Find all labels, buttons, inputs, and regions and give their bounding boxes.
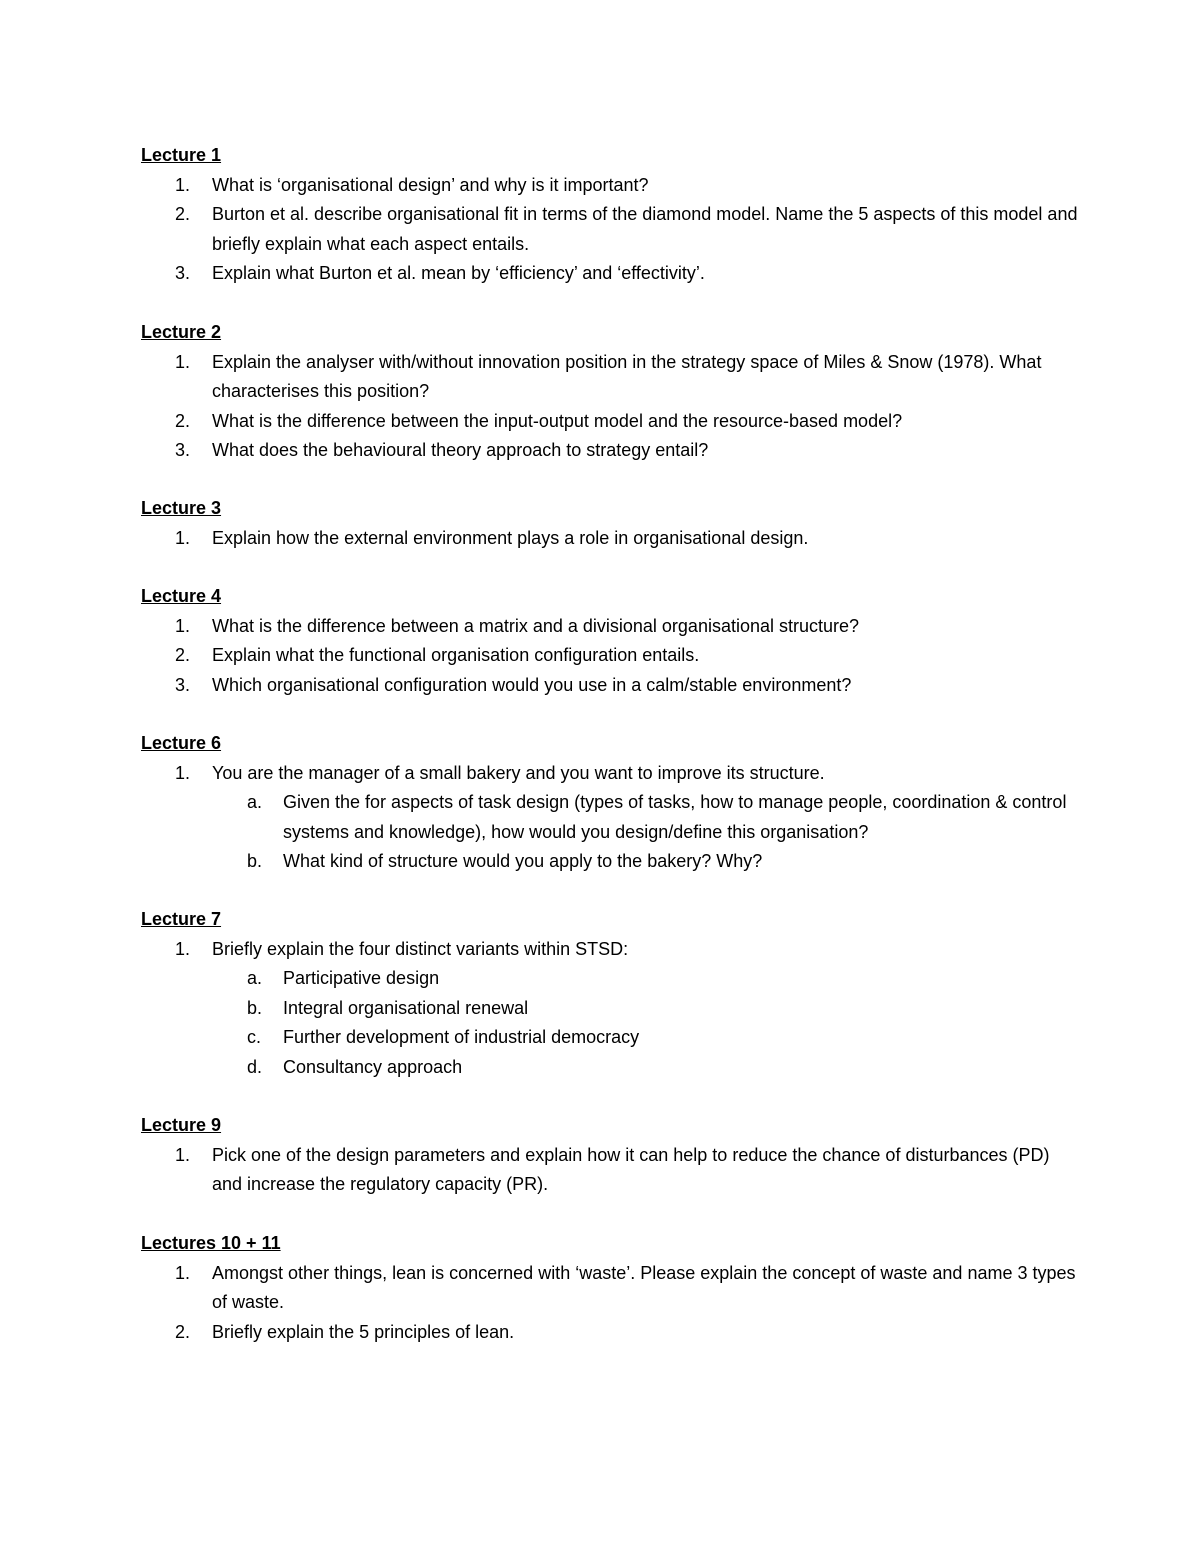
section-lecture-9 — [141, 1111, 1081, 1200]
question-number: 1. — [175, 527, 191, 548]
question-item — [141, 348, 1081, 407]
sub-question-text: What kind of structure would you apply to the bakery? Why? — [283, 851, 763, 871]
question-item — [141, 1141, 1081, 1200]
question-number: 2. — [175, 1321, 191, 1342]
question-item — [141, 612, 1081, 642]
question-number: 2. — [175, 410, 191, 431]
sub-question-item — [141, 1023, 1081, 1053]
question-number: 2. — [175, 645, 191, 665]
sub-question-item — [141, 1053, 1081, 1083]
question-number: 1. — [175, 1262, 191, 1283]
question-text: Explain how the external environment plays a role in organisational design. — [212, 527, 809, 548]
question-text: What is ‘organisational design’ and why is it important? — [212, 174, 649, 195]
question-item — [141, 671, 1081, 701]
question-number: 1. — [175, 762, 191, 783]
section-lectures-10-11 — [141, 1229, 1081, 1347]
question-text: Which organisational configuration would you use in a calm/stable environment? — [212, 674, 852, 695]
section-heading: Lecture 7 — [141, 909, 222, 929]
question-item — [141, 171, 1081, 201]
sub-question-text: Participative design — [283, 968, 440, 988]
sub-question-letter: a. — [247, 792, 263, 812]
question-number: 1. — [175, 1144, 191, 1165]
question-text: Explain what the functional organisation configuration entails. — [212, 645, 700, 665]
question-text: Briefly explain the four distinct variants within STSD: — [212, 938, 629, 959]
question-text: Pick one of the design parameters and explain how it can help to reduce the chance of disturbances (PD) and increase the regulatory capacity (PR). — [212, 1144, 1050, 1194]
section-lecture-2 — [141, 318, 1081, 466]
question-text: Briefly explain the 5 principles of lean. — [212, 1321, 515, 1342]
section-heading: Lecture 6 — [141, 733, 222, 753]
question-number: 1. — [175, 938, 191, 959]
section-heading: Lecture 4 — [141, 586, 222, 606]
section-heading: Lecture 9 — [141, 1115, 222, 1135]
question-number: 2. — [175, 204, 191, 224]
section-heading: Lecture 2 — [141, 322, 222, 342]
question-text: Amongst other things, lean is concerned with ‘waste’. Please explain the concept of waste and name 3 types of waste. — [212, 1262, 1076, 1312]
question-number: 3. — [175, 440, 191, 460]
sub-question-text: Consultancy approach — [283, 1056, 463, 1077]
section-lecture-1 — [141, 141, 1081, 289]
sub-question-letter: a. — [247, 968, 263, 988]
sub-question-item — [141, 847, 1081, 877]
sub-question-letter: b. — [247, 997, 263, 1018]
section-heading: Lectures 10 + 11 — [141, 1233, 281, 1253]
sub-question-item — [141, 994, 1081, 1024]
sub-question-item — [141, 788, 1081, 847]
section-heading: Lecture 3 — [141, 498, 222, 518]
question-item — [141, 1318, 1081, 1348]
question-item — [141, 407, 1081, 437]
sub-question-letter: d. — [247, 1056, 263, 1077]
question-item — [141, 200, 1081, 259]
question-number: 1. — [175, 615, 191, 636]
question-item — [141, 759, 1081, 789]
section-heading: Lecture 1 — [141, 145, 222, 165]
question-number: 1. — [175, 174, 191, 195]
question-number: 3. — [175, 674, 191, 695]
sub-question-item — [141, 964, 1081, 994]
question-item — [141, 641, 1081, 671]
question-text: Explain what Burton et al. mean by ‘efficiency’ and ‘effectivity’. — [212, 263, 705, 283]
question-text: What does the behavioural theory approach to strategy entail? — [212, 440, 709, 460]
question-number: 3. — [175, 263, 191, 283]
sub-question-letter: b. — [247, 851, 263, 871]
sub-question-text: Given the for aspects of task design (types of tasks, how to manage people, coordination & control systems and knowledge), how would you design/define this organisation? — [283, 792, 1067, 842]
question-text: You are the manager of a small bakery and you want to improve its structure. — [212, 762, 825, 783]
question-text: What is the difference between a matrix and a divisional organisational structure? — [212, 615, 860, 636]
sub-question-letter: c. — [247, 1027, 262, 1047]
question-item — [141, 259, 1081, 289]
section-lecture-3 — [141, 494, 1081, 553]
question-text: What is the difference between the input-output model and the resource-based model? — [212, 410, 903, 431]
sub-question-text: Integral organisational renewal — [283, 997, 529, 1018]
question-number: 1. — [175, 351, 191, 372]
question-item — [141, 935, 1081, 965]
question-item — [141, 436, 1081, 466]
sub-question-text: Further development of industrial democracy — [283, 1027, 640, 1047]
question-item — [141, 524, 1081, 554]
question-text: Explain the analyser with/without innovation position in the strategy space of Miles & Snow (1978). What characterises this position? — [212, 351, 1042, 401]
section-lecture-6 — [141, 729, 1081, 877]
question-text: Burton et al. describe organisational fit in terms of the diamond model. Name the 5 aspects of this model and briefly explain what each aspect entails. — [212, 204, 1078, 254]
question-item — [141, 1259, 1081, 1318]
section-lecture-4 — [141, 582, 1081, 700]
section-lecture-7 — [141, 905, 1081, 1082]
